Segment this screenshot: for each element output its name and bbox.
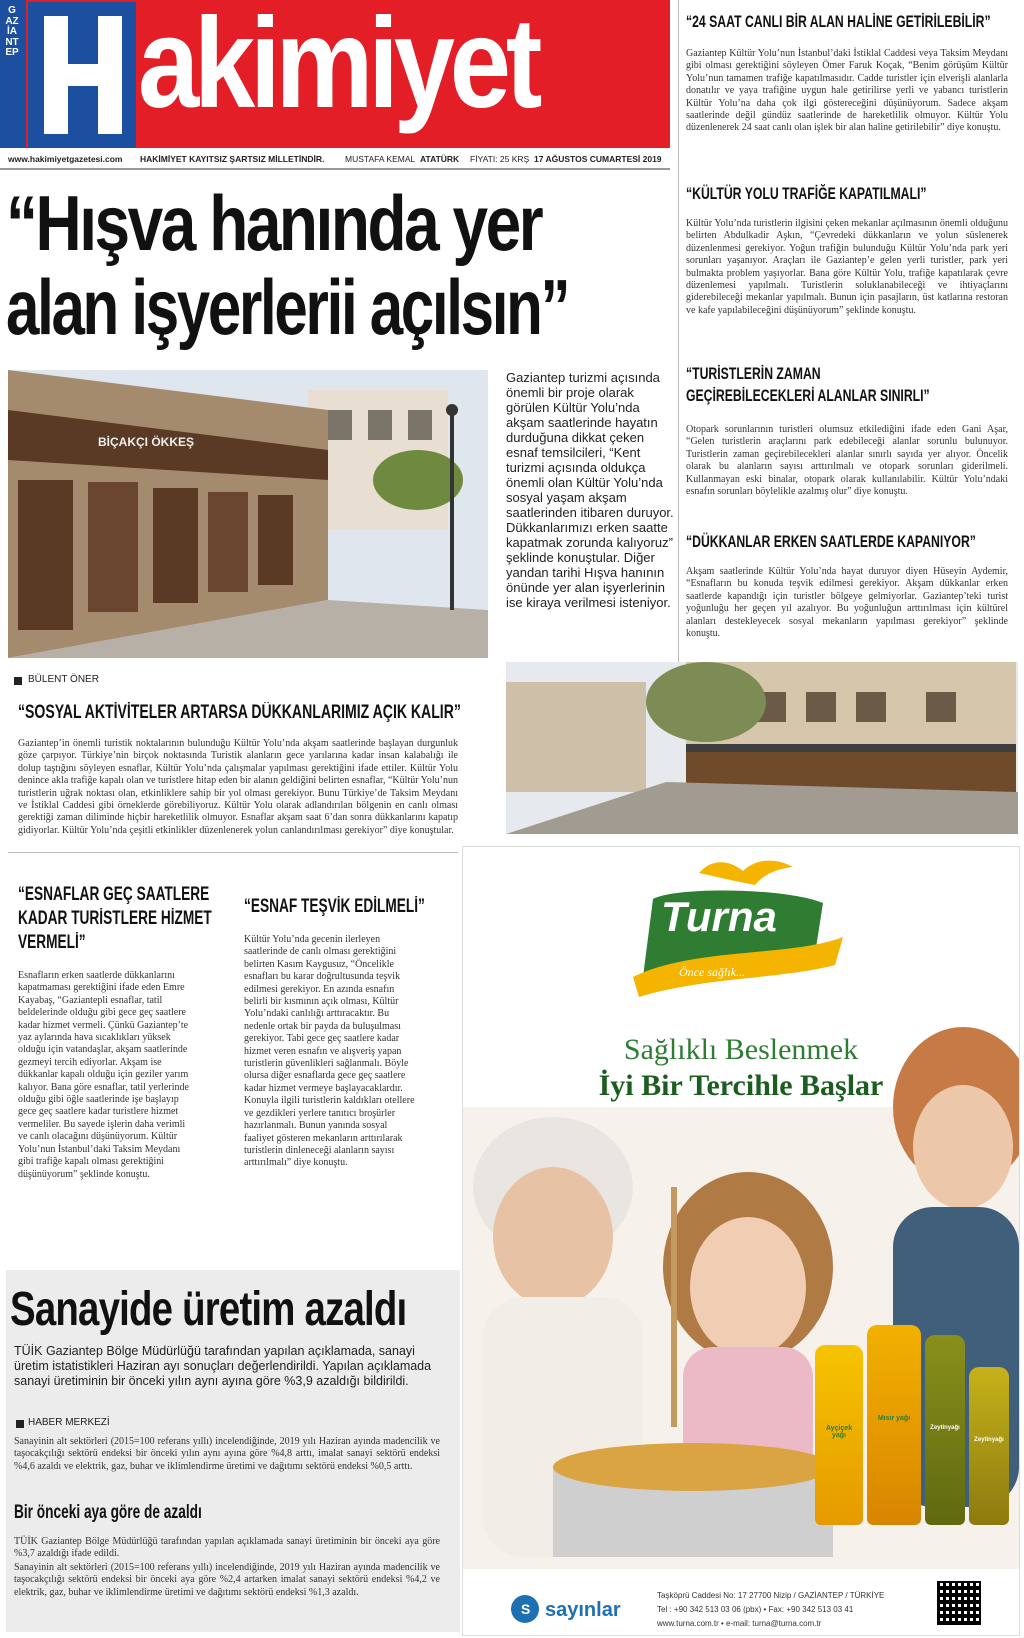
esnaflar-subhead-3: VERMELİ” [18,932,86,953]
esnaflar-subhead-2: KADAR TURİSTLERE HİZMET [18,908,212,929]
masthead-logo-text: akimiyet [138,0,538,135]
right-subhead-4: “DÜKKANLAR ERKEN SAATLERDE KAPANIYOR” [686,532,976,551]
main-byline: BÜLENT ÖNER [28,674,99,685]
right-body-4: Akşam saatlerinde Kültür Yolu’nda hayat duruyor diyen Hüseyin Aydemir, “Esnafların bu konuda teşvik edilmesi gerekiyor. Akşam dükkanlar erken saatlerde kapandığı için turistler bölgeye gelmiyorlar. Gaziantep’teki turist yoğunluğu her geçen yıl azalıyor. Bu yoğunluğun arttırılması için kültürel alanları destekleyecek sosyal mekanların yapılması gerekiyor” şeklinde konuştu. [686,566,1008,640]
turna-logo-text: Turna [661,893,777,940]
esnaflar-body: Esnafların erken saatlerde dükkanlarını kapatmaması gerektiğini ifade eden Emre Kayabaş, “Gaziantepli esnaflar, tatil beldelerinde olduğu gibi gece geç saatlere kadar hizmet vermeli. Çünkü Gaziantep’te yaz aylarında hava sıcaklıkları yüksek olduğu için vatandaşlar, akşam saatlerinde gezmeyi tercih ediyorlar. Akşam ise dükkanlar kapalı olduğu için geziler yarım kalıyor. Bana göre esnaflar, tatil yerlerinde olduğu gibi öğle saatlerinde işe başlayıp gece geç saatlere kadar turistlere hizmet vermeliler. Bu sayede işlerin daha verimli ve canlı olacağını düşünüyorum. Kültür Yolu’nun İstanbul’daki Taksim Meydanı gibi trafiğe kapalı olması gerektiğini düşünüyorum” şeklinde konuştu. [18,970,189,1180]
sanayi-body-1: Sanayinin alt sektörleri (2015=100 referans yıllı) incelendiğinde, 2019 yılı Haziran ayında madencilik ve taşocakçılığı sektörü endeksi bir önceki yılın aynı ayına göre %4,8 arttı, imalat sanayi sektörü endeksi %4,6 azaldı ve elektrik, gaz, buhar ve iklimlendirme üretimi ve dağıtımı sektörü endeksi %0,5 arttı. [14,1436,440,1472]
sanayi-lead: TÜİK Gaziantep Bölge Müdürlüğü tarafından yapılan açıklamada, sanayi üretim istatistikleri Haziran ayı sonuçları değerlendirildi. Yapılan açıklamada sanayi üretiminin bir önceki yılın aynı ayına göre %3,9 azaldığı bildirildi. [14,1344,432,1388]
company-phone: Tel : +90 342 513 03 06 (pbx) • Fax: +90 342 513 03 41 [657,1605,854,1614]
ad-tagline-1: Sağlıklı Beslenmek [623,1033,859,1066]
bottle-label-4: Zeytinyağı [974,1437,1004,1443]
main-photo-hisva-han [8,370,488,658]
sanayi-byline: HABER MERKEZİ [28,1417,110,1428]
masthead-city-vertical: GAZİANTEP [5,5,19,58]
tesvik-subhead: “ESNAF TEŞVİK EDİLMELİ” [244,896,425,917]
bottle-label-1: Ayçiçek yağı [825,1425,853,1439]
svg-text:S: S [521,1601,531,1617]
price: FİYATI: 25 KRŞ [470,154,530,164]
turna-advertisement[interactable] [462,846,1020,1636]
sanayi-headline: Sanayide üretim azaldı [10,1283,407,1336]
main-headline-line1: “Hışva hanında yer [6,179,542,267]
main-story-lead: Gaziantep turizmi açısında önemli bir proje olarak görülen Kültür Yolu’nda akşam saatlerinde hayatın durduğuna dikkat çeken esnaf temsilcileri, “Kent turizmi açısında oldukça önemli olan Kültür Yolu’nda sosyal yaşam akşam saatlerinden itibaren duruyor. Dükkanlarımızı erken saatte kapatmak zorunda kalıyoruz” şeklinde konuştular. Diğer yandan tarihi Hışva hanının önünde yer alan işyerlerinin ise kiraya verilmesi isteniyor. [506,370,674,610]
esnaflar-subhead-1: “ESNAFLAR GEÇ SAATLERE [18,884,210,905]
right-subhead-1: “24 SAAT CANLI BİR ALAN HALİNE GETİRİLEBİLİR” [686,12,991,31]
sanayi-subhead: Bir önceki aya göre de azaldı [14,1502,202,1523]
right-subhead-3b: GEÇİREBİLECEKLERİ ALANLAR SINIRLI” [686,386,930,405]
issue-date: 17 AĞUSTOS CUMARTESİ 2019 [534,154,662,164]
turna-slogan: Önce sağlık... [679,965,745,979]
street-photo-kultur-yolu [506,662,1018,834]
masthead-info-line [0,148,670,170]
oil-bottle-sunflower [815,1345,863,1525]
oil-bottle-olive-2 [969,1367,1009,1525]
right-body-3: Otopark sorunlarının turistleri olumsuz etkilediğini ifade eden Gani Aşar, “Gelen turistlerin araçlarını park edebileceği alanlar sorunlu bulunuyor. Turistlerin zaman geçirebilecekleri alanlar sınırlı sayıda yer alıyor. Öncelik olarak bu alanların sayısı arttırılmalı ve otopark sorunları giderilmeli. Kullanmayan eski binalar, otopark olarak kullanılabilir. Kültür Yolu’ndaki esnafın sorunları böylelikle azalmış olur” diye konuştu. [686,424,1008,498]
tesvik-body: Kültür Yolu’nda gecenin ilerleyen saatlerinde de canlı olması gerektiğini belirten Kasım Kaygusuz, “Öncelikle esnafları bu karar doğrultusunda teşvik edilmesi gerekiyor. En azında esnafın belirli bir kısmının açık olması, Kültür Yolu’ndaki canlılığı arttıracaktır. Bu nedenle ortak bir payda da buluşulması gerekiyor. Tabi gece geç saatlere kadar hizmet veren esnafın ve alışveriş yapan turistlerin güvenlikleri sağlanmalı. Böyle olursa diğer esnaflarda gece geç saatlere kadar hizmet vermeye başlayacaklardır. Konuyla ilgili turistlerin kaldıkları otellere ve gezdikleri yerlere tanıtıcı broşürler hazırlanmalı. Bunun yanında sosyal faaliyet gösteren mekanların arttırılarak turistlerin dinleneceği alanların sayısı arttırılmalı” diye konuştu. [244,934,415,1169]
bottle-label-2: Mısır yağı [877,1415,911,1422]
motto: HAKİMİYET KAYITSIZ ŞARTSIZ MİLLETİNDİR. [140,154,325,164]
sanayi-byline-marker [16,1420,24,1428]
bottle-label-3: Zeytinyağı [930,1425,960,1431]
sosyal-subhead: “SOSYAL AKTİVİTELER ARTARSA DÜKKANLARIMIZ AÇIK KALIR” [18,702,461,723]
motto-author-surname: ATATÜRK [420,154,460,164]
right-subhead-2: “KÜLTÜR YOLU TRAFİĞE KAPATILMALI” [686,184,927,203]
sanayi-body-3: Sanayinin alt sektörleri (2015=100 referans yıllı) incelendiğinde, 2019 yılı Haziran ayında madencilik ve taşocakçılığı sektörü endeksi bir önceki aya göre %2,4 artarken imalat sanayi sektörü endeksi %4,2 ve elektrik, gaz, buhar ve iklimlendirme üretimi ve dağıtımı sektörü endeksi %1,3 azaldı. [14,1562,440,1598]
ad-tagline-2: İyi Bir Tercihle Başlar [598,1069,884,1102]
photo-shop-sign: BİÇAKÇI ÖKKEŞ [98,435,195,449]
right-body-1: Gaziantep Kültür Yolu’nun İstanbul’daki İstiklal Caddesi veya Taksim Meydanı gibi olması gerektiğini söyleyen Ömer Faruk Koçak, “Benim görüşüm Kültür Yolu’nun tamamen trafiğe kapatılmasıdır. Cadde turistler için elverişli alanlarla donatılır ve yaya trafiğine uygun hale getirilirse yerli ve yabancı turistlerin Kültür Yolu’na daha çok ilgi göstereceğini düşünüyorum. Sadece akşam saatlerinde değil gündüz saatlerinde de hareketlilik olmuyor. Kültür Yolu düzenlenerek 24 saat canlı olan işlek bir alan haline getirilebilir” diye konuştu. [686,48,1008,134]
sanayi-body-2: TÜİK Gaziantep Bölge Müdürlüğü tarafından yapılan açıklamada sanayi üretiminin bir önceki aya göre %3,7 azaldığı ifade edildi. [14,1536,440,1560]
motto-author: MUSTAFA KEMAL [345,154,416,164]
column-divider [678,0,679,668]
right-subhead-3a: “TURİSTLERİN ZAMAN [686,364,821,383]
company-web[interactable]: www.turna.com.tr • e-mail: turna@turna.com.tr [657,1619,822,1628]
section-divider [8,852,458,853]
masthead-logo-letter [28,2,136,148]
right-body-2: Kültür Yolu’nda turistlerin ilgisini çeken mekanlar açılmasının önemli olduğunu belirten Abdulkadir Aşkın, “Çevredeki dükkanların ve yolun süslenerek düzenlenmesi gerekiyor. Yoğun trafiğin bulunduğu Kültür Yolu’nda park yeri sorunları yaşanıyor. Araçları ile Gaziantep’e gelen yerli turistler, park yeri bulmakta problem yaşıyorlar. Bana göre Kültür Yolu, trafiğe kapatılarak çevre düzenlemesi yapılmalı. Turistlerin soluklanabileceği ve ihtiyaçlarını giderebileceği mekanlar yapılmalı. Bunun için pasajların, üst katlarına restoran ve kafe yapılabileceğini düşünüyorum” şeklinde konuştu. [686,218,1008,316]
sosyal-body: Gaziantep’in önemli turistik noktalarının bulunduğu Kültür Yolu’nda akşam saatlerinde başlayan durgunluk göze çarpıyor. Türkiye’nin birçok noktasında Turistik alanların gece yarılarına kadar insan kalabalığı ile dolup taştığını söyleyen esnaflar, Kültür Yolu’nda çalışmalar yapılması gerektiğini ifade ettiler. Kültür Yolu denince akla trafiğe kapalı olan ve turistlere hitap eden bir alanın geldiğini belirten esnaflar, “Kültür Yolu’nun turistlerin uğrak noktası olan, etkinliklere sahip bir yol olması gerekiyor. Bunu Türkiye’de Taksim Meydanı ve İstiklal Caddesi gibi örneklerde görebiliyoruz. Kültür Yolu olarak adlandırılan bölgenin en canlı olması gerektiği zaman diliminde hiçbir hareketlilik olmuyor. Esnaflar akşam saat 6’dan sonra dükkanlarını kapatıp gidiyorlar. Kültür Yolu’nda çeşitli etkinlikler düzenlenerek yolun canlandırılması gerekiyor” diye konuştular. [18,738,458,836]
main-headline-line2: alan işyerlerii açılsın” [6,263,569,351]
byline-marker [14,677,22,685]
oil-bottle-corn [867,1325,921,1525]
website-link[interactable]: www.hakimiyetgazetesi.com [8,154,123,164]
company-address: Taşköprü Caddesi No: 17 27700 Nizip / GAZİANTEP / TÜRKİYE [657,1591,885,1600]
qr-code[interactable] [937,1581,981,1625]
company-logo-text: sayınlar [545,1599,621,1621]
oil-bottle-olive-1 [925,1335,965,1525]
